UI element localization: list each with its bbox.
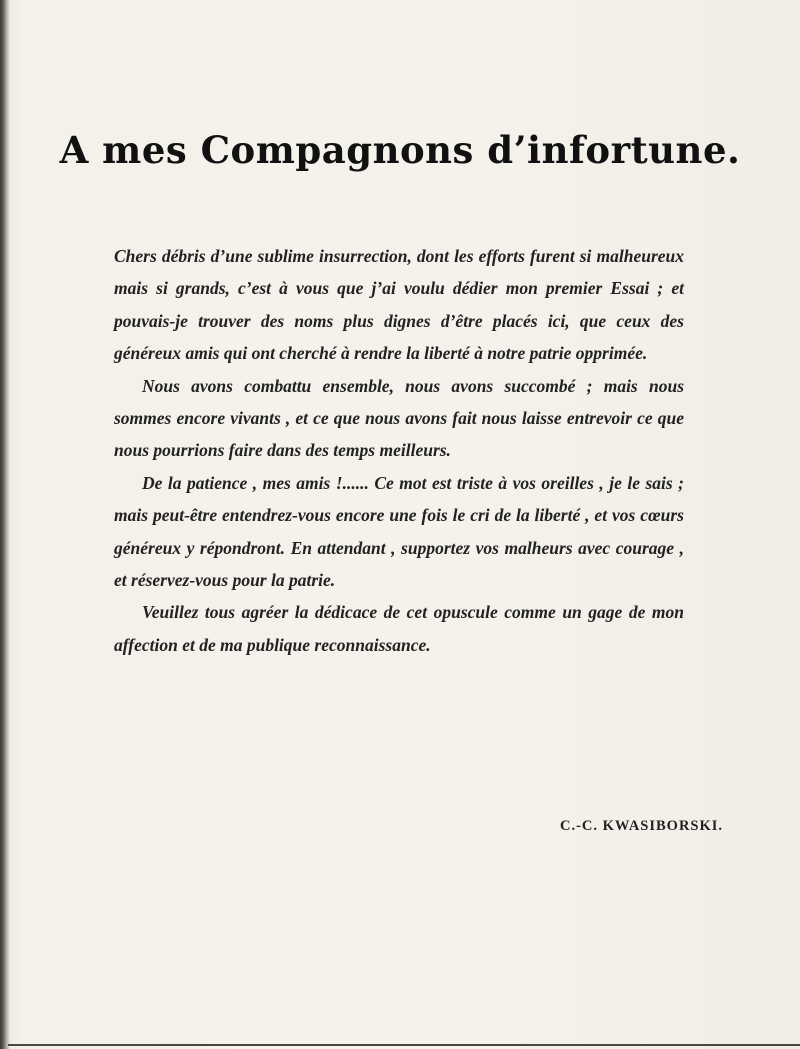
paragraph-1: Chers débris d’une sublime insurrection, dont les efforts furent si malheureux mais si grands, c’est à vous que j’ai voulu dédier mon premier Essai ; et pouvais-je trouver des noms plus dignes d’être placés ici, que ceux des généreux amis qui ont cherché à rendre la liberté à notre patrie opprimée. bbox=[114, 246, 684, 364]
paragraph-4: Veuillez tous agréer la dédicace de cet opuscule comme un gage de mon affection et de ma publique reconnaissance. bbox=[114, 602, 684, 655]
author-signature: C.-C. KWASIBORSKI. bbox=[560, 818, 724, 834]
dedication-body bbox=[114, 240, 684, 661]
page-bottom-edge bbox=[8, 1044, 800, 1046]
dedication-title: A mes Compagnons d’infortune. bbox=[59, 128, 741, 172]
paragraph-3: De la patience , mes amis !...... Ce mot est triste à vos oreilles , je le sais ; mais peut-être entendrez-vous encore une fois le cri de la liberté , et vos cœurs généreux y répondront. En attendant , supportez vos malheurs avec courage , et réservez-vous pour la patrie. bbox=[114, 472, 684, 591]
paragraph-2: Nous avons combattu ensemble, nous avons succombé ; mais nous sommes encore vivants , et ce que nous avons fait nous laisse entrevoir ce que nous pourrions faire dans des temps meilleurs. bbox=[114, 375, 684, 461]
